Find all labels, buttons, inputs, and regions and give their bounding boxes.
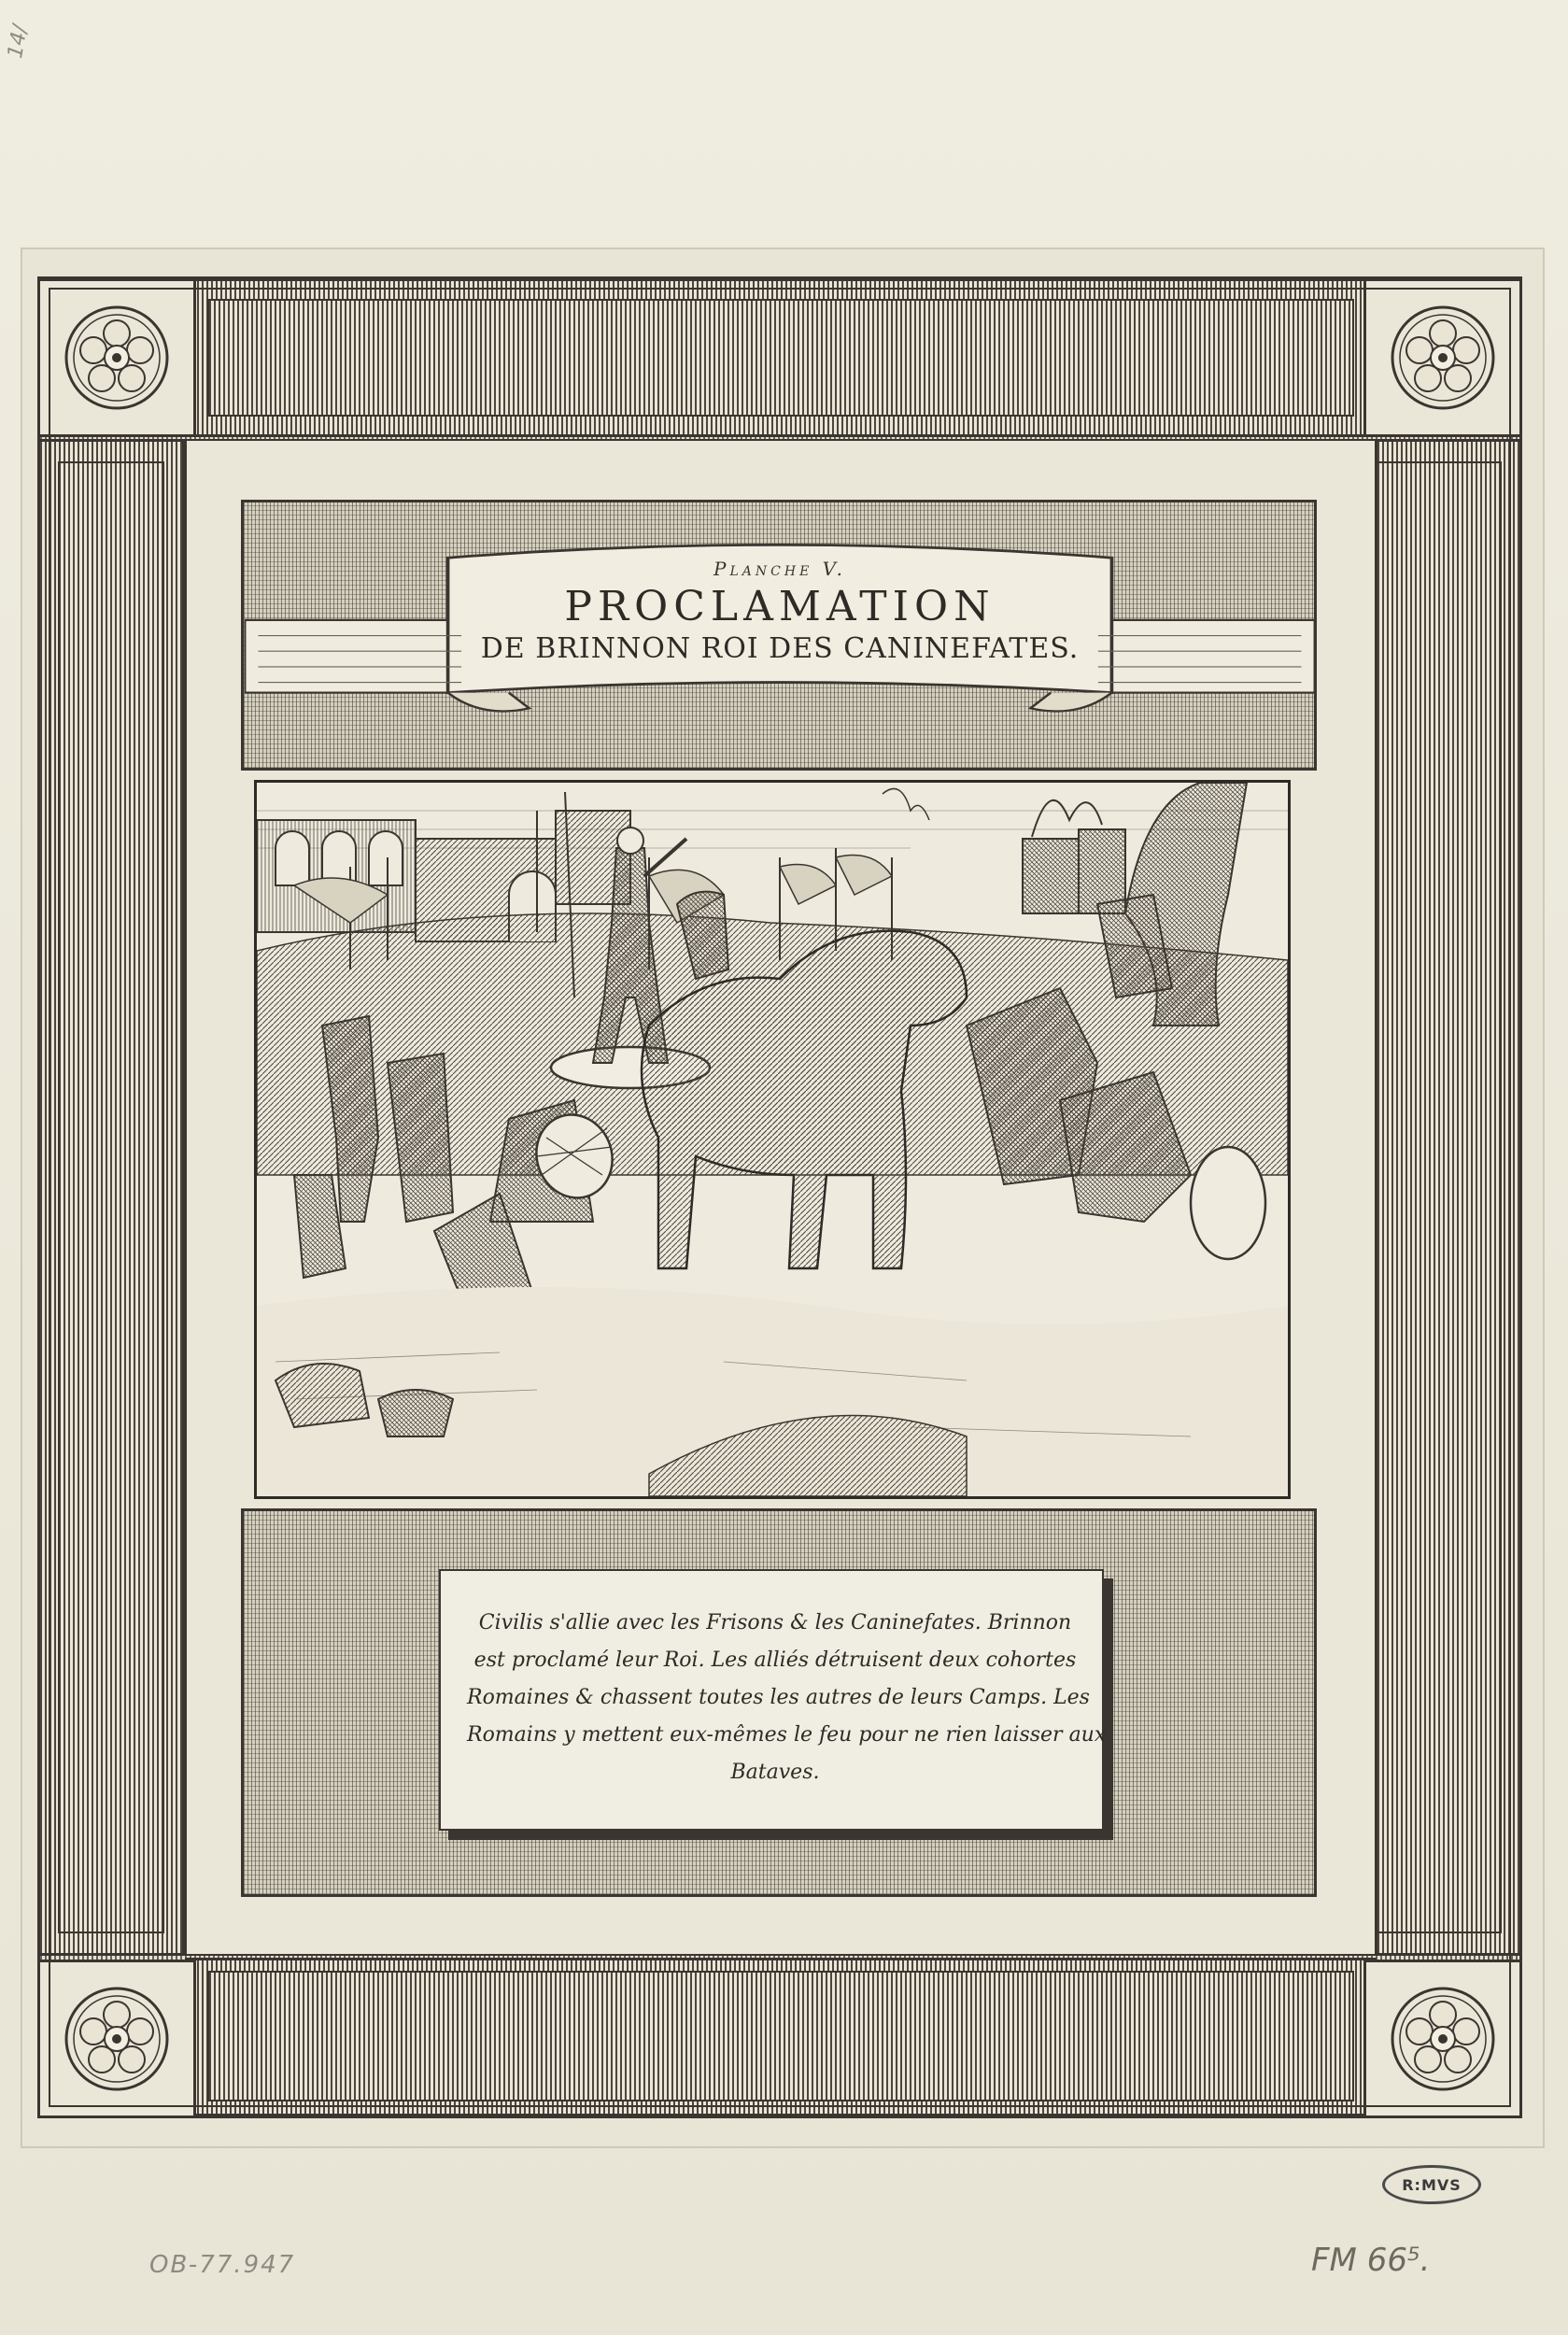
plate-subtitle: DE BRINNON ROI DES CANINEFATES. xyxy=(480,632,1080,665)
rosette-icon xyxy=(61,1983,173,2095)
plate-title: PROCLAMATION xyxy=(564,583,996,630)
right-band-inner xyxy=(1375,461,1502,1933)
corner-pencil-note: 14/ xyxy=(4,23,33,61)
rosette-top-left xyxy=(37,278,196,437)
proclamation-scene-illustration xyxy=(257,783,1288,1496)
rosette-icon xyxy=(1387,1983,1499,2095)
caption-line: Bataves. xyxy=(730,1761,820,1784)
caption-line: est proclamé leur Roi. Les alliés détruisent deux cohortes xyxy=(473,1649,1077,1672)
top-band-inner xyxy=(207,299,1354,417)
caption-line: Civilis s'allie avec les Frisons & les Caninefates. Brinnon xyxy=(478,1611,1072,1634)
caption-line: Romaines & chassent toutes les autres de leurs Camps. Les xyxy=(467,1686,1090,1709)
rosette-icon xyxy=(61,302,173,414)
caption-line: Romains y mettent eux-mêmes le feu pour ne rien laisser aux xyxy=(467,1723,1107,1747)
collection-stamp: R:MVS xyxy=(1382,2165,1481,2204)
engraving-scene xyxy=(254,780,1291,1499)
left-band-inner xyxy=(58,461,164,1933)
bottom-band-inner xyxy=(207,1971,1354,2102)
rosette-top-right xyxy=(1363,278,1522,437)
rosette-bottom-left xyxy=(37,1960,196,2118)
caption-text xyxy=(467,1605,1107,1791)
plate-number: Planche V. xyxy=(713,558,846,580)
plate-title-block xyxy=(245,555,1315,667)
rosette-icon xyxy=(1387,302,1499,414)
rosette-bottom-right xyxy=(1363,1960,1522,2118)
shelf-mark: FM 66⁵. xyxy=(1311,2242,1431,2279)
inventory-number: OB-77.947 xyxy=(149,2251,296,2279)
